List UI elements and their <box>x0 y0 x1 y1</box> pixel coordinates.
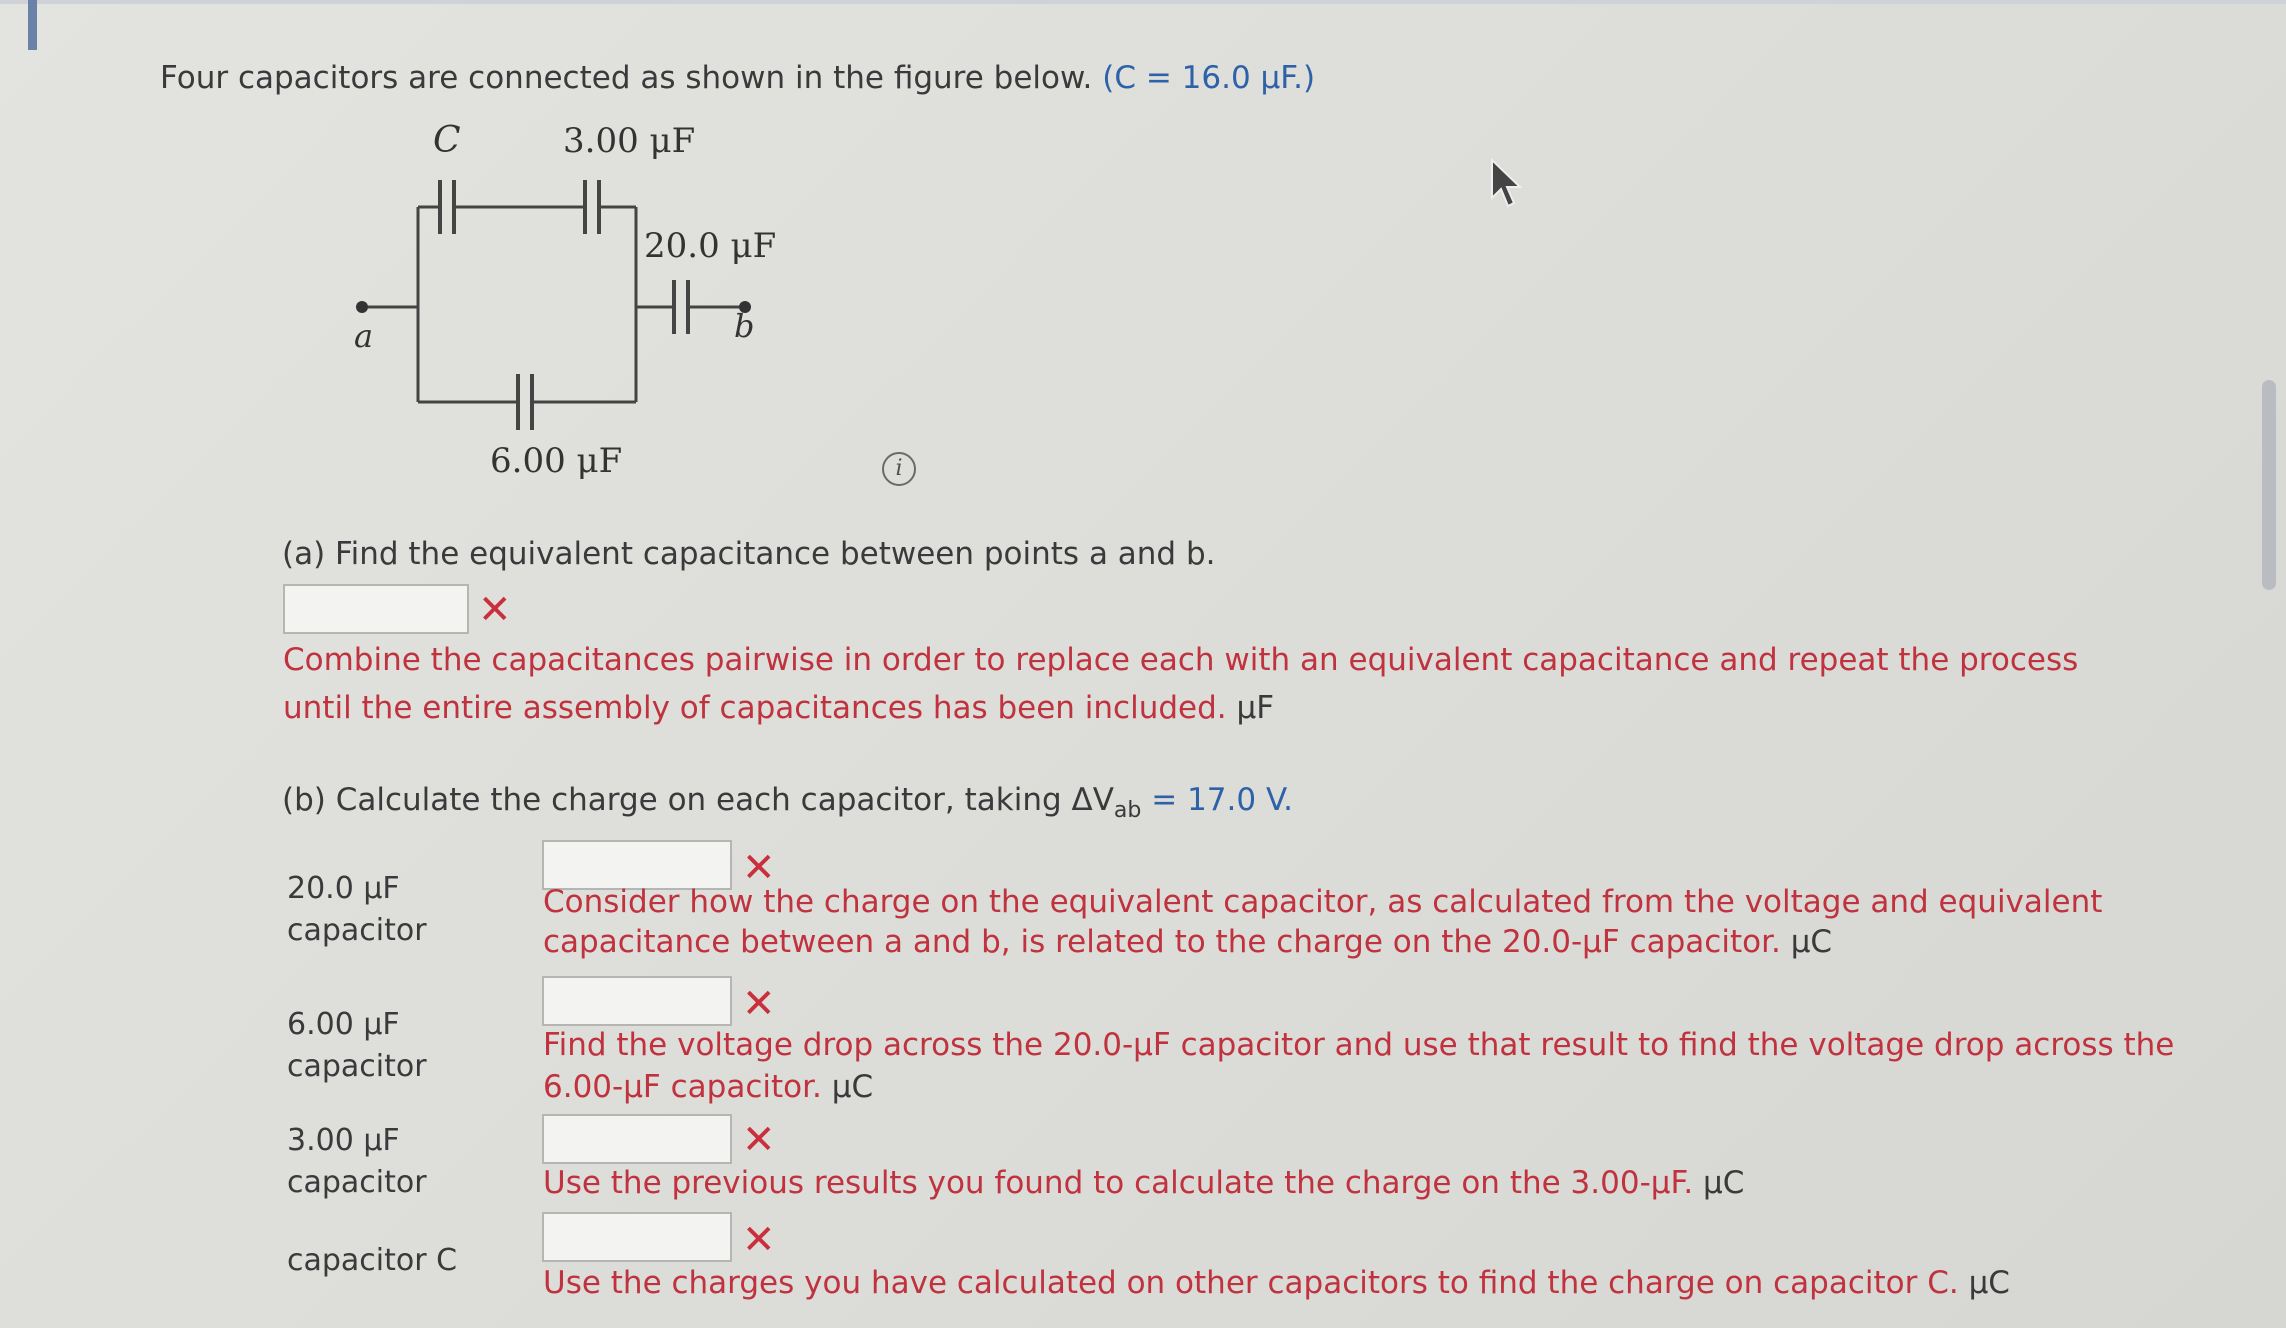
part-a-answer-input[interactable] <box>283 584 469 634</box>
circuit-diagram <box>330 112 830 492</box>
label-a: a <box>354 317 374 355</box>
row-C-hint: Use the charges you have calculated on other capacitors to find the charge on capacitor C. μC <box>543 1265 2010 1301</box>
question-accent-bar <box>28 0 37 50</box>
intro-text: Four capacitors are connected as shown in the figure below. <box>160 60 1093 96</box>
part-a-unit: μF <box>1236 690 1275 726</box>
terminal-a-dot <box>356 301 368 313</box>
top-rule <box>0 0 2286 4</box>
row-20uF-label: 20.0 μF capacitor <box>287 871 427 948</box>
incorrect-x-icon: ✕ <box>742 1117 776 1163</box>
incorrect-x-icon: ✕ <box>742 845 776 891</box>
part-a-hint: Combine the capacitances pairwise in order to replace each with an equivalent capacitance and repeat the process until the entire assembly of capacitances has been included. μF <box>283 642 2079 726</box>
row-3uF-answer-input[interactable] <box>542 1114 732 1164</box>
incorrect-x-icon: ✕ <box>478 587 512 633</box>
row-C-answer-input[interactable] <box>542 1212 732 1262</box>
label-6uF: 6.00 μF <box>490 441 623 481</box>
row-C-label: capacitor C <box>287 1243 458 1278</box>
label-C: C <box>433 120 461 161</box>
label-3uF: 3.00 μF <box>563 121 696 161</box>
row-6uF-hint: Find the voltage drop across the 20.0-μF capacitor and use that result to find the voltage drop across the 6.00-μF capacitor. μC <box>543 1027 2175 1105</box>
row-6uF-label: 6.00 μF capacitor <box>287 1007 427 1084</box>
row-6uF-answer-input[interactable] <box>542 976 732 1026</box>
info-icon[interactable]: i <box>882 452 916 486</box>
incorrect-x-icon: ✕ <box>742 1217 776 1263</box>
question-intro <box>160 60 1315 96</box>
part-b-prompt: (b) Calculate the charge on each capacitor, taking $\Delta V_{ab} = 17.0$ V. <box>282 782 1294 824</box>
given-capacitance: (C = 16.0 μF.) <box>1102 60 1316 96</box>
label-b: b <box>734 307 755 345</box>
mouse-pointer-icon <box>1490 158 1526 212</box>
row-3uF-hint: Use the previous results you found to calculate the charge on the 3.00-μF. μC <box>543 1165 1745 1201</box>
part-a-prompt: (a) Find the equivalent capacitance between points a and b. <box>282 536 1216 572</box>
incorrect-x-icon: ✕ <box>742 981 776 1027</box>
label-20uF: 20.0 μF <box>644 226 777 266</box>
row-20uF-hint: Consider how the charge on the equivalent capacitor, as calculated from the voltage and equivalent capacitance between a and b, is related to the charge on the 20.0-μF capacitor. μC <box>543 884 2103 960</box>
scrollbar-thumb[interactable] <box>2262 380 2276 590</box>
row-3uF-label: 3.00 μF capacitor <box>287 1123 427 1200</box>
